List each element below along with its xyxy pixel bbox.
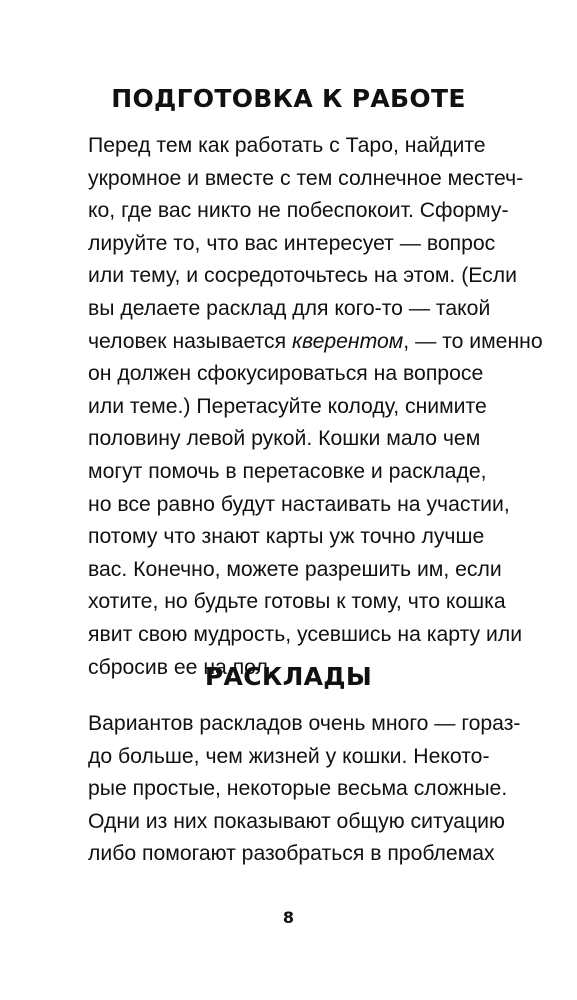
text-line: он должен сфокусироваться на вопросе xyxy=(88,362,484,386)
text-line: хотите, но будьте готовы к тому, что кошка xyxy=(88,590,506,614)
text-line: рые простые, некоторые весьма сложные. xyxy=(88,777,508,801)
text-line: до больше, чем жизней у кошки. Некото- xyxy=(88,744,490,768)
text-line: потому что знают карты уж точно лучше xyxy=(88,525,485,549)
text-line-with-term xyxy=(88,326,548,359)
text-line: Вариантов раскладов очень много — гораз- xyxy=(88,712,521,735)
text-line: Одни из них показывают общую ситуацию xyxy=(88,809,505,833)
text-line: ко, где вас никто не побеспокоит. Сформу- xyxy=(88,199,509,223)
page-number: 8 xyxy=(282,908,295,927)
text-fragment: , — то именно xyxy=(403,329,543,353)
text-line: вы делаете расклад для кого-то — такой xyxy=(88,296,491,320)
section-heading-preparation: ПОДГОТОВКА К РАБОТЕ xyxy=(111,84,466,113)
paragraph-preparation xyxy=(88,130,548,684)
text-line: укромное и вместе с тем солнечное местеч- xyxy=(88,166,524,190)
text-line: или теме.) Перетасуйте колоду, снимите xyxy=(88,394,487,418)
text-line: Перед тем как работать с Таро, найдите xyxy=(88,134,486,157)
text-line: сбросив ее на пол. xyxy=(88,655,274,679)
text-fragment: человек называется xyxy=(88,329,287,353)
paragraph-spreads xyxy=(88,708,548,871)
section-heading-spreads: РАСКЛАДЫ xyxy=(204,662,373,691)
text-line: могут помочь в перетасовке и раскладе, xyxy=(88,459,487,483)
text-line: вас. Конечно, можете разрешить им, если xyxy=(88,557,502,581)
text-line: лируйте то, что вас интересует — вопрос xyxy=(88,231,496,255)
text-line: или тему, и сосредоточьтесь на этом. (Если xyxy=(88,264,517,288)
text-line: либо помогают разобраться в проблемах xyxy=(88,842,495,866)
text-line: половину левой рукой. Кошки мало чем xyxy=(88,427,481,451)
italic-term-querent: кверентом xyxy=(291,329,404,353)
text-line: явит свою мудрость, усевшись на карту или xyxy=(88,622,523,646)
text-line: но все равно будут настаивать на участии, xyxy=(88,492,510,516)
